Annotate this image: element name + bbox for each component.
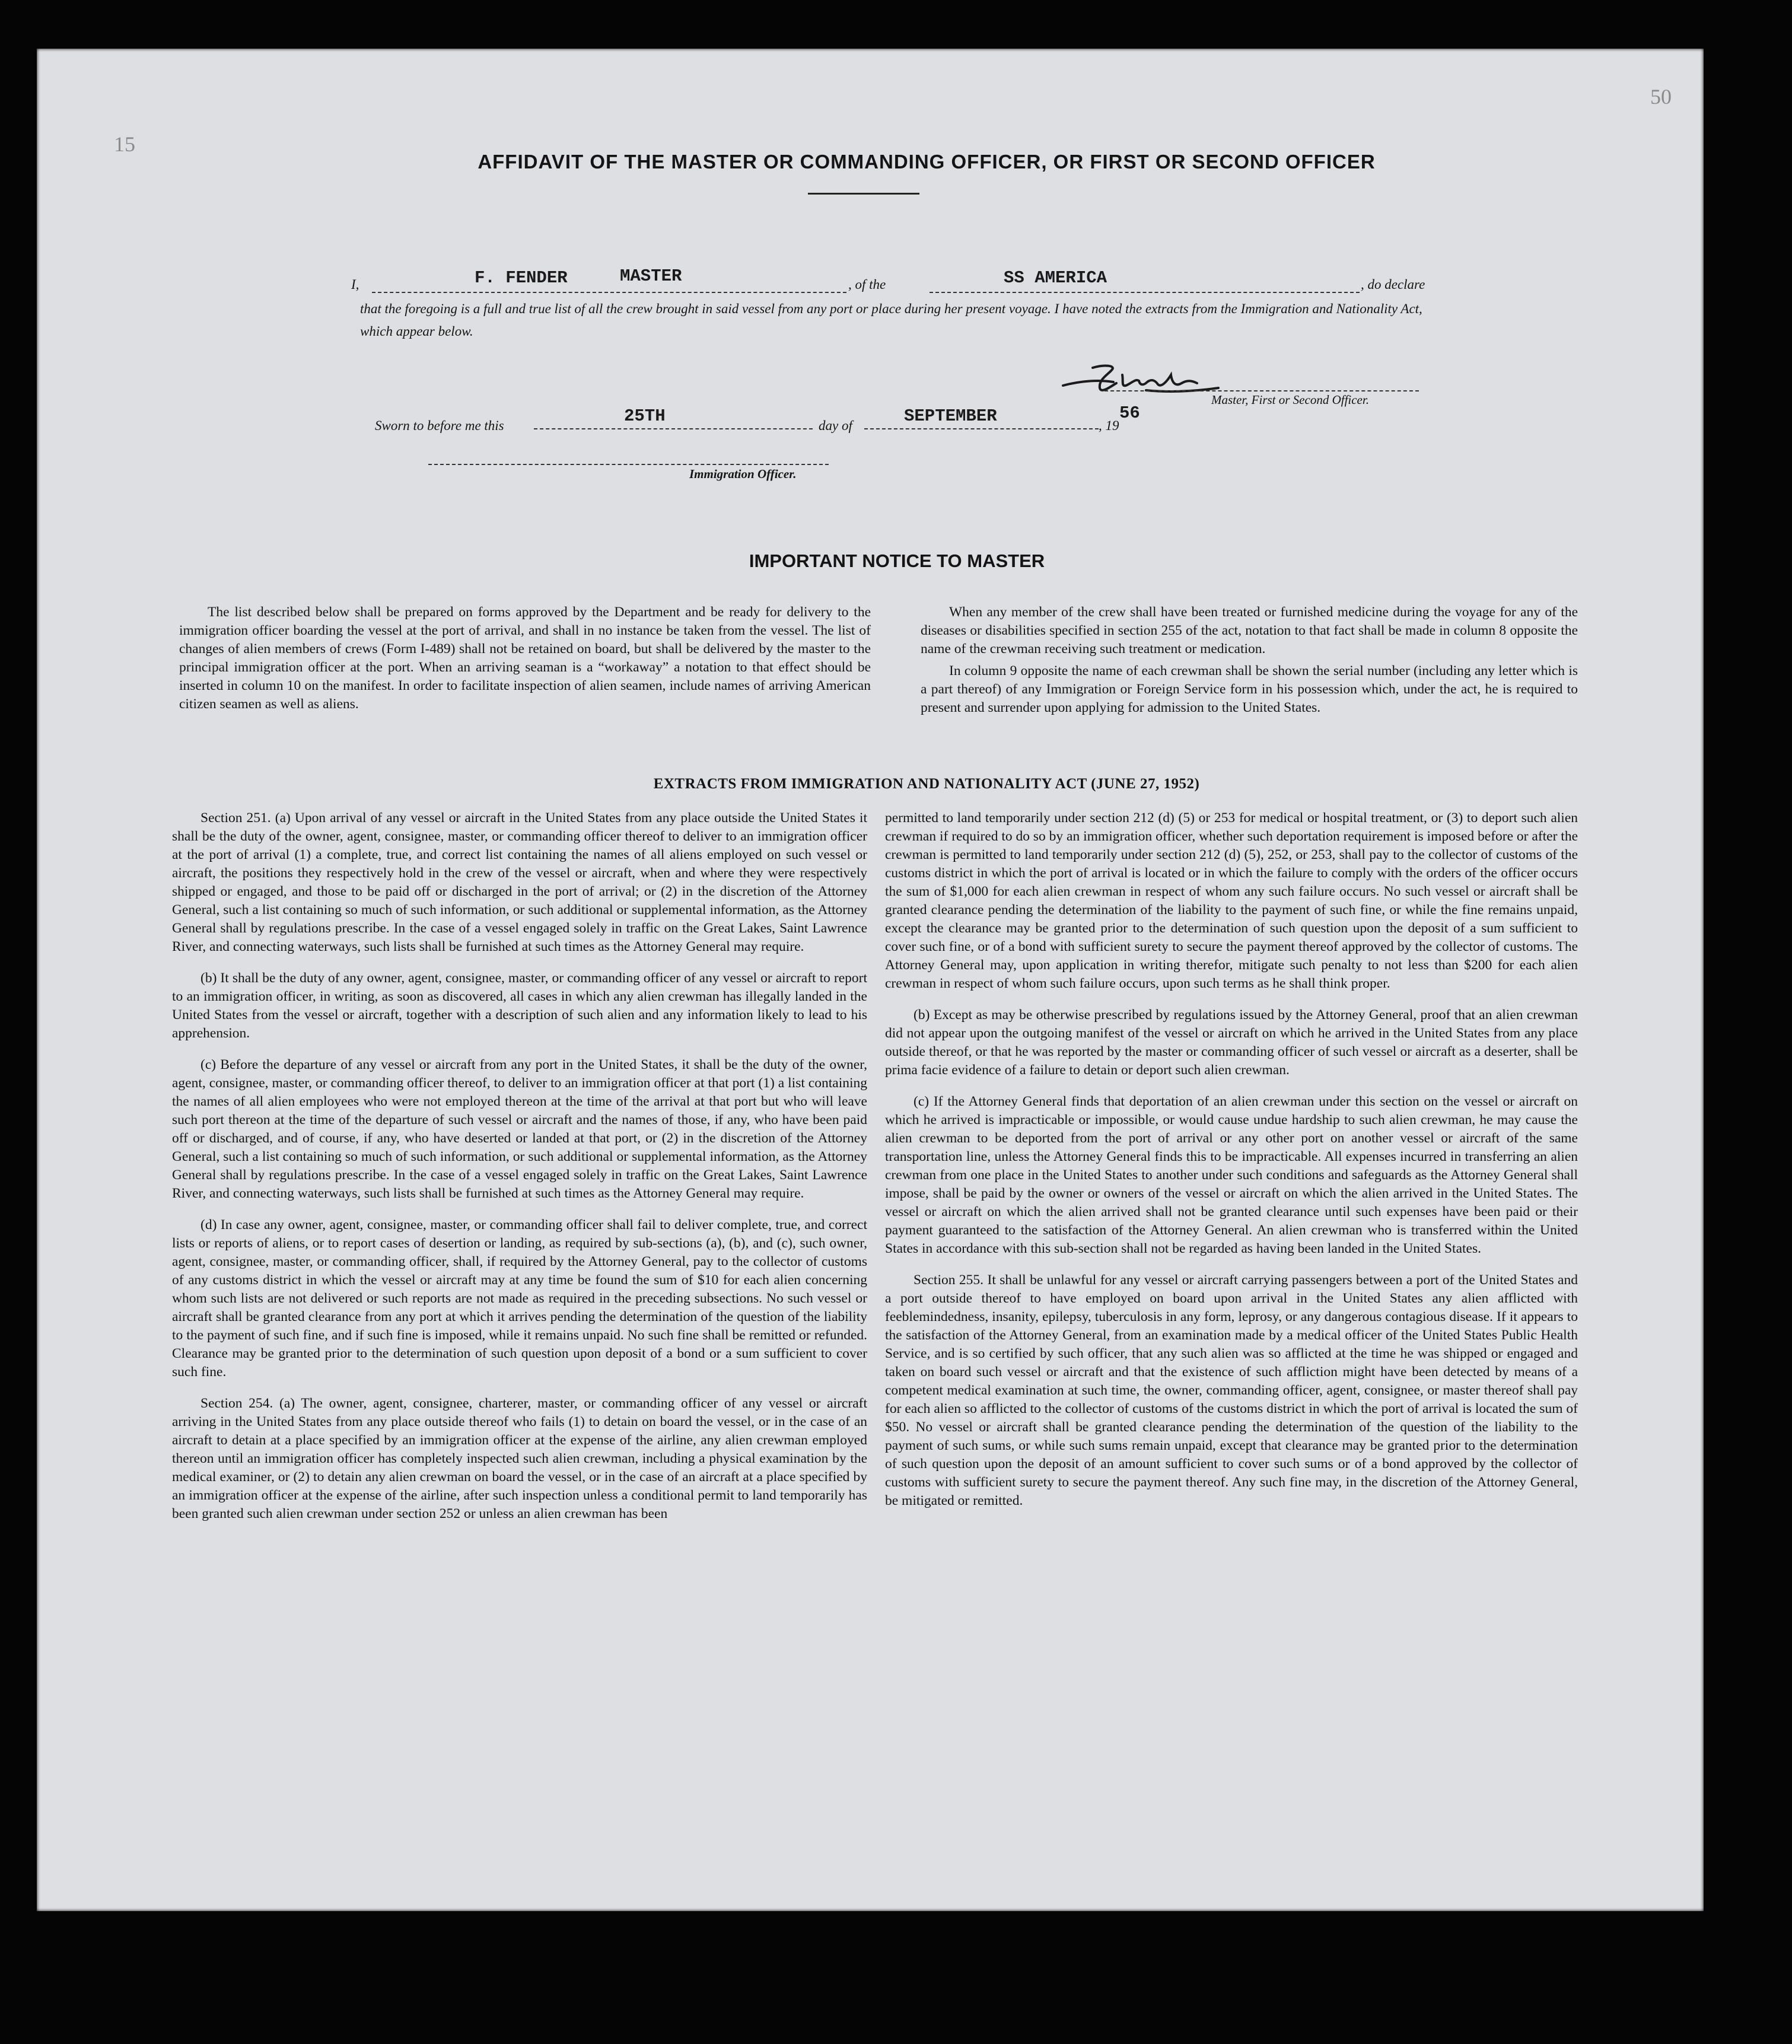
extract-paragraph: (b) It shall be the duty of any owner, agent, consignee, master, or commanding officer of any vessel or aircraft to report to an immigration officer, in writing, as soon as discovered, all cases in which any alien crewman has illegally landed in the United States from the vessel or aircraft, together with a description of such alien and any information likely to lead to his apprehension. bbox=[172, 970, 867, 1041]
notice-paragraph: When any member of the crew shall have been treated or furnished medicine during the voyage for any of the diseases or disabilities specified in section 255 of the act, notation to that fact shall be made in column 8 opposite the name of the crewman receiving such treatment or medication. bbox=[921, 604, 1578, 657]
extract-paragraph: (b) Except as may be otherwise prescribed by regulations issued by the Attorney General, proof that an alien crewman did not appear upon the outgoing manifest of the vessel or aircraft on which he arrived in the United States from any place outside thereof, or that he was reported by the master or commanding officer of such vessel or aircraft as a deserter, shall be prima facie evidence of a failure to detain or deport such alien crewman. bbox=[885, 1007, 1578, 1078]
margin-page-number-right: 50 bbox=[1650, 85, 1672, 109]
master-signature bbox=[1057, 357, 1223, 399]
year-prefix: , 19 bbox=[1099, 418, 1119, 433]
notice-paragraph: The list described below shall be prepared on forms approved by the Department and be ready for delivery to the immigration officer boarding the vessel at the port of arrival, and shall in no instance be taken from the vessel. The list of changes of alien members of crews (Form I-489) shall not be retained on board, but shall be delivered by the master to the principal immigration officer at the port. When an arriving seaman is a “workaway” a notation to that effect should be inserted in column 10 on the manifest. In order to facilitate inspection of alien seamen, include names of arriving American citizen seamen as well as aliens. bbox=[179, 604, 871, 712]
sworn-year: 56 bbox=[1119, 403, 1140, 423]
notice-right-column bbox=[921, 603, 1578, 730]
declaration-text: that the foregoing is a full and true list of all the crew brought in said vessel from any port or place during her present voyage. I have noted the extracts from the Immigration and Nationality Act, which appear below. bbox=[360, 301, 1422, 339]
notice-left-column bbox=[179, 603, 871, 727]
officer-rank: MASTER bbox=[620, 266, 682, 286]
sworn-label: Sworn to before me this bbox=[375, 418, 504, 433]
officer-name: F. FENDER bbox=[475, 268, 568, 288]
title-divider bbox=[808, 193, 919, 195]
extract-paragraph: (c) Before the departure of any vessel or aircraft from any port in the United States, it shall be the duty of the owner, agent, consignee, master, or commanding officer thereof, to deliver to an immigration officer at that port (1) a list containing the names of all alien employees who were not employed thereon at the time of the arrival at that port but who will leave such port thereon at the time of the departure of such vessel or aircraft and the names of those, if any, who have been paid off or discharged, and of course, if any, who have deserted or landed at that port, or (2) in the discretion of the Attorney General, such a list containing so much of such information, or such additional or supplemental information, as the Attorney General shall by regulations prescribe. In the case of a vessel engaged solely in traffic on the Great Lakes, Saint Lawrence River, and connecting waterways, such lists shall be furnished at such times as the Attorney General may require. bbox=[172, 1057, 867, 1201]
immigration-officer-line bbox=[428, 464, 829, 465]
sworn-month-field bbox=[864, 428, 1099, 429]
vessel-name: SS AMERICA bbox=[1004, 268, 1107, 288]
extracts-left-column bbox=[172, 809, 867, 1536]
day-of-label: day of bbox=[819, 418, 852, 433]
extract-paragraph: Section 254. (a) The owner, agent, consignee, charterer, master, or commanding officer of any vessel or aircraft arriving in the United States from any place outside thereof who fails (1) to detain on board the vessel, or in the case of an aircraft to detain at a place specified by an immigration officer at the expense of the airline, any alien crewman employed thereon until an immigration officer has completely inspected such alien crewman, including a physical examination by the medical examiner, or (2) to detain any alien crewman on board the vessel, or in the case of an aircraft at a place specified by an immigration officer at the expense of the airline, after such inspection unless a conditional permit to land temporarily has been granted such alien crewman under section 252 or unless an alien crewman has been bbox=[172, 1396, 867, 1521]
notice-paragraph: In column 9 opposite the name of each crewman shall be shown the serial number (including any letter which is a part thereof) of any Immigration or Foreign Service form in his possession which, under the act, he is required to present and surrender upon applying for admission to the United States. bbox=[921, 663, 1578, 715]
vessel-field bbox=[930, 292, 1360, 293]
sworn-day: 25TH bbox=[624, 406, 666, 426]
document-page bbox=[37, 49, 1704, 1911]
sworn-day-field bbox=[534, 428, 813, 429]
i-label: I, bbox=[351, 277, 359, 292]
extract-paragraph: (c) If the Attorney General finds that deportation of an alien crewman under this section on the vessel or aircraft on which he arrived is impracticable or impossible, or would cause undue hardship to such alien crewman, he may cause the alien crewman to be deported from the port of arrival or any other port on another vessel or aircraft of the same transportation line, unless the Attorney General finds this to be impracticable. All expenses incurred in transferring an alien crewman from one place in the United States to another under such conditions and safeguards as the Attorney General shall impose, shall be paid by the owner or owners of the vessel or aircraft on which the alien arrived in the United States. The vessel or aircraft on which the alien arrived shall not be granted clearance until such expenses have been paid or their payment guaranteed to the satisfaction of the Attorney General. An alien crewman who is transferred within the United States in accordance with this sub-section shall not be regarded as having been landed in the United States. bbox=[885, 1094, 1578, 1256]
signer-title-label: Master, First or Second Officer. bbox=[1211, 393, 1369, 407]
signature-line bbox=[1105, 390, 1419, 391]
extracts-title: EXTRACTS FROM IMMIGRATION AND NATIONALITY ACT (JUNE 27, 1952) bbox=[653, 776, 1200, 792]
notice-title: IMPORTANT NOTICE TO MASTER bbox=[749, 550, 1045, 571]
extracts-right-column bbox=[885, 809, 1578, 1523]
of-the-label: , of the bbox=[848, 277, 886, 292]
officer-name-field bbox=[372, 292, 846, 293]
extract-paragraph: Section 251. (a) Upon arrival of any vessel or aircraft in the United States from any place outside the United States it shall be the duty of the owner, agent, consignee, master, or commanding officer thereof to deliver to an immigration officer at the port of arrival (1) a complete, true, and correct list containing the names of all aliens employed on such vessel or aircraft, the positions they respectively hold in the crew of the vessel or aircraft, when and where they were respectively shipped or engaged, and those to be paid off or discharged in the port of arrival; or (2) in the discretion of the Attorney General, such a list containing so much of such information, or such additional or supplemental information, as the Attorney General shall by regulations prescribe. In the case of a vessel engaged solely in traffic on the Great Lakes, Saint Lawrence River, and connecting waterways, such lists shall be furnished at such times as the Attorney General may require. bbox=[172, 810, 867, 954]
extract-paragraph: Section 255. It shall be unlawful for any vessel or aircraft carrying passengers between a port of the United States and a port outside thereof to have employed on board upon arrival in the United States any alien afflicted with feeblemindedness, insanity, epilepsy, tuberculosis in any form, leprosy, or any dangerous contagious disease. If it appears to the satisfaction of the Attorney General, from an examination made by a medical officer of the United States Public Health Service, and is so certified by such officer, that any such alien was so afflicted at the time he was shipped or engaged and taken on board such vessel or aircraft and that the existence of such affliction might have been detected by means of a competent medical examination at such time, the owner, commanding officer, agent, consignee, or master thereof shall pay for each alien so afflicted to the collector of customs of the customs district in which the port of arrival is located the sum of $50. No vessel or aircraft shall be granted clearance pending the determination of the question of the liability to the payment of such sums, or while such sums remain unpaid, except that clearance may be granted prior to the determination of such question upon the deposit of an amount sufficient to cover such sums or of a bond approved by the collector of customs with sufficient surety to secure the payment thereof. Any such fine may, in the discretion of the Attorney General, be mitigated or remitted. bbox=[885, 1272, 1578, 1508]
do-declare-label: , do declare bbox=[1361, 277, 1425, 292]
affidavit-title: AFFIDAVIT OF THE MASTER OR COMMANDING OFFICER, OR FIRST OR SECOND OFFICER bbox=[478, 151, 1376, 173]
extract-paragraph: permitted to land temporarily under section 212 (d) (5) or 253 for medical or hospital treatment, or (3) to deport such alien crewman if required to do so by an immigration officer, whether such deportation requirement is imposed before or after the crewman is permitted to land temporarily under section 212 (d) (5), 252, or 253, shall pay to the collector of customs of the customs district in which the port of arrival is located or in which the failure to comply with the orders of the officer occurs the sum of $1,000 for each alien crewman in respect of whom any such failure occurs. No such vessel or aircraft shall be granted clearance pending the determination of the liability to the payment of such fine, or while the fine remains unpaid, except the clearance may be granted prior to the determination of such question upon the deposit of a sum sufficient to cover such fine, or of a bond with sufficient surety to secure the payment thereof approved by the collector of customs. The Attorney General may, upon application in writing therefor, mitigate such penalty to not less than $200 for each alien crewman in respect of whom such failure occurs, upon such terms as he shall think proper. bbox=[885, 810, 1578, 991]
sworn-month: SEPTEMBER bbox=[904, 406, 997, 426]
extract-paragraph: (d) In case any owner, agent, consignee, master, or commanding officer shall fail to deliver complete, true, and correct lists or reports of aliens, or to report cases of desertion or landing, as required by sub-sections (a), (b), and (c), such owner, agent, consignee, master, or commanding officer, shall, if required by the Attorney General, pay to the collector of customs of any customs district in which the vessel or aircraft may at any time be found the sum of $10 for each alien concerning whom such lists are not delivered or such reports are not made as required in the preceding subsections. No such vessel or aircraft shall be granted clearance from any port at which it arrives pending the determination of the question of the liability to the payment of such fine, and if such fine is imposed, while it remains unpaid. No such fine shall be remitted or refunded. Clearance may be granted prior to the determination of such question upon deposit of a bond or a sum sufficient to cover such fine. bbox=[172, 1217, 867, 1380]
immigration-officer-label: Immigration Officer. bbox=[689, 467, 797, 481]
margin-page-number-left: 15 bbox=[114, 132, 135, 156]
